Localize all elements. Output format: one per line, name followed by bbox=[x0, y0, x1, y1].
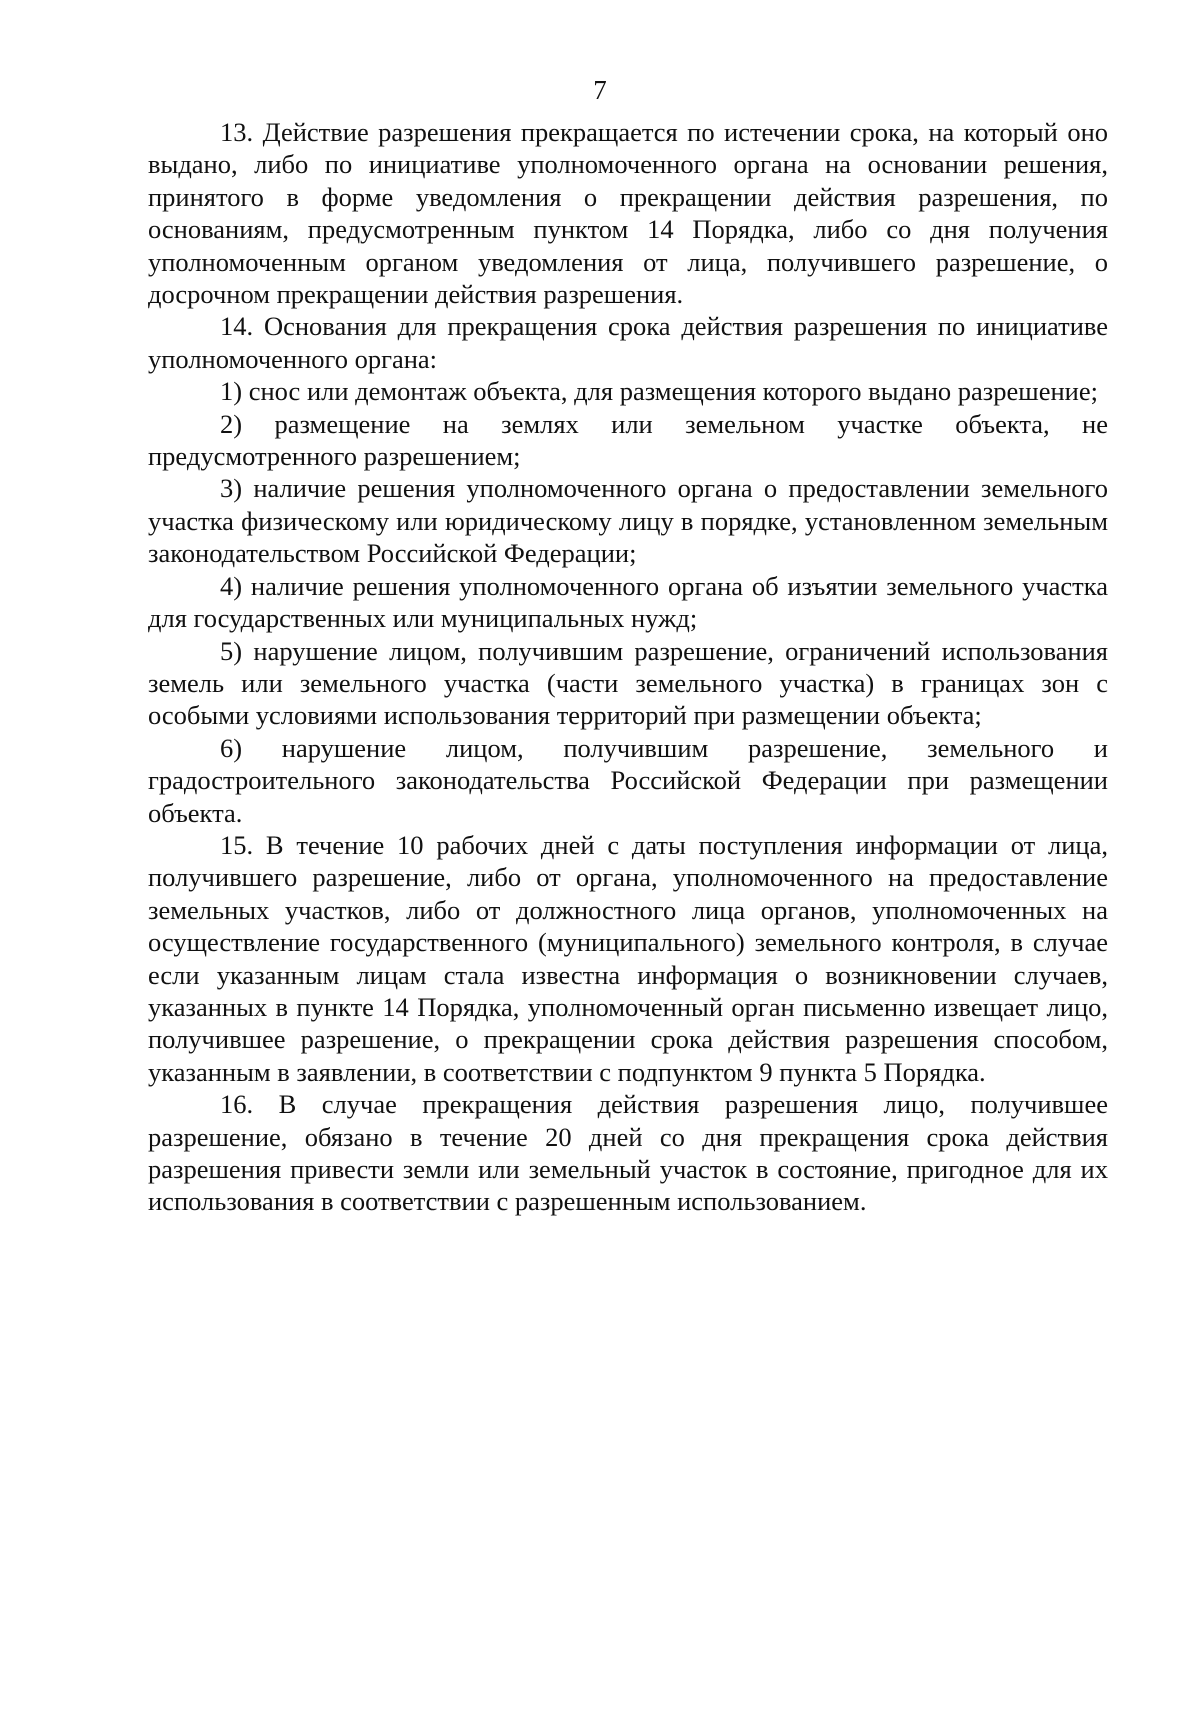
paragraph-15: 15. В течение 10 рабочих дней с даты поступления информации от лица, получившего разрешение, либо от органа, уполномоченного на предоставление земельных участков, либо от должностного лица органов, уполномоченных на осуществление государственного (муниципального) земельного контроля, в случае если указанным лицам стала известна информация о возникновении случаев, указанных в пункте 14 Порядка, уполномоченный орган письменно извещает лицо, получившее разрешение, о прекращении срока действия разрешения способом, указанным в заявлении, в соответствии с подпунктом 9 пункта 5 Порядка. bbox=[148, 829, 1108, 1087]
paragraph-14-item-2: 2) размещение на землях или земельном участке объекта, не предусмотренного разрешением; bbox=[148, 408, 1108, 472]
paragraph-13: 13. Действие разрешения прекращается по истечении срока, на который оно выдано, либо по инициативе уполномоченного органа на основании решения, принятого в форме уведомления о прекращении действия разрешения, по основаниям, предусмотренным пунктом 14 Порядка, либо со дня получения уполномоченным органом уведомления от лица, получившего разрешение, о досрочном прекращении действия разрешения. bbox=[148, 117, 1108, 310]
paragraph-14-item-1: 1) снос или демонтаж объекта, для размещения которого выдано разрешение; bbox=[220, 376, 1098, 407]
document-body bbox=[148, 116, 1108, 1218]
paragraph-14-item-3: 3) наличие решения уполномоченного органа о предоставлении земельного участка физическому или юридическому лицу в порядке, установленном земельным законодательством Российской Федерации; bbox=[148, 473, 1108, 569]
page-number: 7 bbox=[593, 75, 607, 105]
paragraph-14-item-4: 4) наличие решения уполномоченного органа об изъятии земельного участка для государственных или муниципальных нужд; bbox=[148, 570, 1108, 634]
paragraph-14-item-6: 6) нарушение лицом, получившим разрешение, земельного и градостроительного законодательства Российской Федерации при размещении объекта. bbox=[148, 732, 1108, 828]
paragraph-14: 14. Основания для прекращения срока действия разрешения по инициативе уполномоченного органа: bbox=[148, 311, 1108, 374]
paragraph-16: 16. В случае прекращения действия разрешения лицо, получившее разрешение, обязано в течение 20 дней со дня прекращения срока действия разрешения привести земли или земельный участок в состояние, пригодное для их использования в соответствии с разрешенным использованием. bbox=[148, 1089, 1108, 1217]
paragraph-14-item-5: 5) нарушение лицом, получившим разрешение, ограничений использования земель или земельного участка (части земельного участка) в границах зон с особыми условиями использования территорий при размещении объекта; bbox=[148, 635, 1108, 731]
